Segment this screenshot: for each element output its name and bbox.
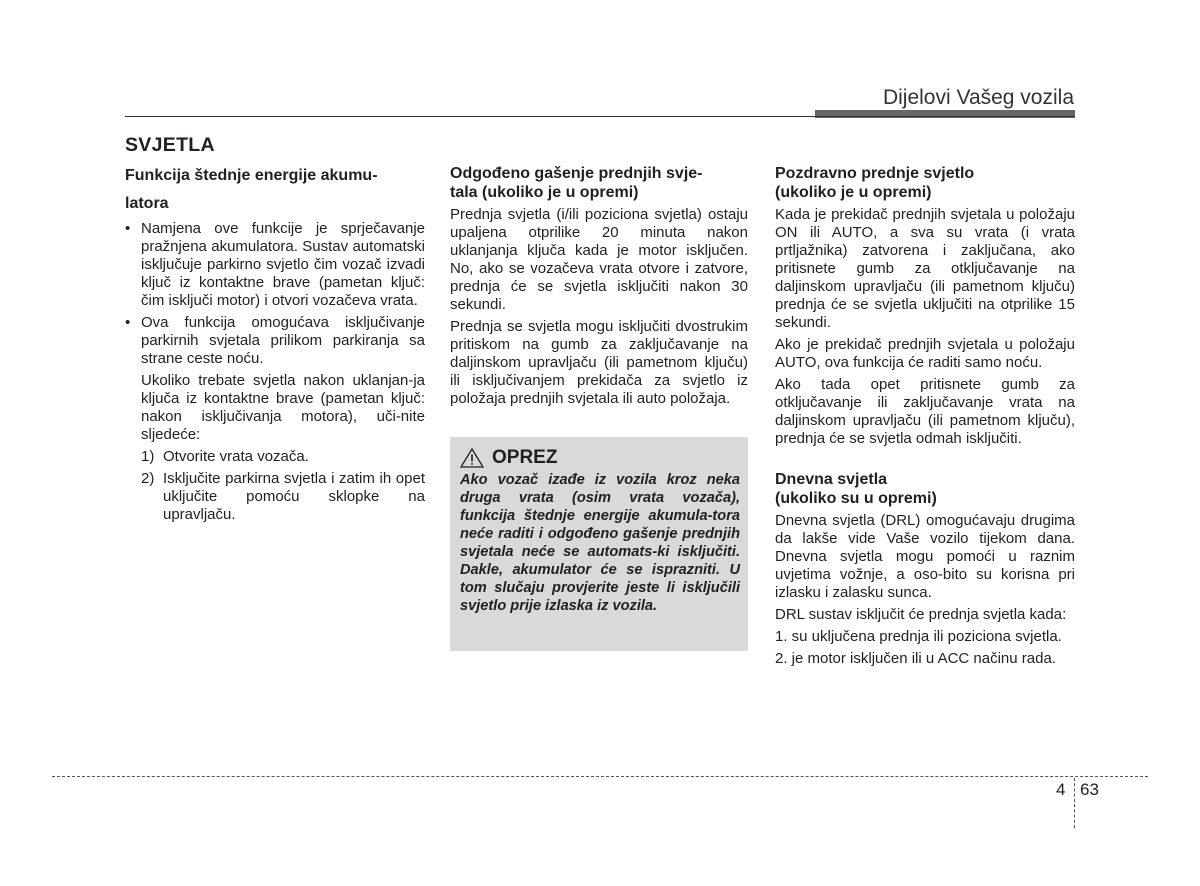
delayed-headlight-heading — [450, 164, 748, 202]
paragraph: 2. je motor isključen ili u ACC načinu rada. — [775, 650, 1056, 667]
left-column — [125, 162, 425, 528]
bullet-text: Namjena ove funkcije je sprječavanje pražnjena akumulatora. Sustav automatski isključuje parkirno svjetlo čim vozač izvadi ključ iz kontaktne brave (pametan ključ: čim isključi motor) i otvori vozačeva vrata. — [141, 220, 425, 309]
caution-text: Ako vozač izađe iz vozila kroz neka druga vrata (osim vrata vozača), funkcija štednje energije akumula-tora neće raditi i odgođeno gašenje prednjih svjetala neće se automats-ki isključiti. Dakle, akumulator će se isprazniti. U tom slučaju provjerite jeste li isključili svjetlo prije izlaska iz vozila. — [460, 472, 740, 614]
paragraph: 1. su uključena prednja ili poziciona svjetla. — [775, 628, 1062, 645]
chapter-number: 4 — [1056, 780, 1066, 799]
step-item — [125, 448, 425, 466]
step-text: Isključite parkirna svjetla i zatim ih opet uključite pomoću sklopke na upravljaču. — [163, 470, 425, 523]
warning-triangle-icon — [460, 448, 484, 468]
heading-line: (ukoliko su u opremi) — [775, 490, 937, 507]
header-rule — [125, 116, 1075, 117]
bullet-item — [125, 220, 425, 310]
bullet-icon: • — [125, 220, 131, 237]
heading-line: (ukoliko je u opremi) — [775, 184, 932, 201]
heading-line: Dnevna svjetla — [775, 471, 888, 488]
bullet-text: Ova funkcija omogućava isključivanje parkirnih svjetala prilikom parkiranja sa strane ceste noću. — [141, 314, 425, 367]
heading-line: tala (ukoliko je u opremi) — [450, 184, 639, 201]
paragraph: Ako je prekidač prednjih svjetala u položaju AUTO, ova funkcija će raditi samo noću. — [775, 336, 1075, 371]
step-text: Otvorite vrata vozača. — [163, 448, 309, 465]
step-item — [125, 470, 425, 524]
step-number: 1) — [141, 448, 155, 465]
welcome-light-heading — [775, 164, 1075, 202]
paragraph: Dnevna svjetla (DRL) omogućavaju drugima da lakše vide Vaše vozilo tijekom dana. Dnevna svjetla mogu pomoći u raznim uvjetima vožnje, a oso-bito su korisna pri izlasku i zalasku sunca. — [775, 512, 1075, 601]
paragraph: Ako tada opet pritisnete gumb za otključavanje ili zaključavanje vrata na daljinskom upravljaču (ili pametnom ključu), prednja će se svjetla odmah isključiti. — [775, 376, 1075, 447]
middle-column — [450, 164, 748, 412]
heading-line: Pozdravno prednje svjetlo — [775, 165, 975, 182]
battery-saver-heading — [125, 162, 425, 218]
heading-line: latora — [125, 195, 169, 212]
caution-box — [450, 437, 748, 651]
heading-line: Funkcija štednje energije akumu- — [125, 167, 378, 184]
paragraph: Prednja se svjetla mogu isključiti dvostrukim pritiskom na gumb za zaključavanje na daljinskom upravljaču (ili pametnom ključu) ili isključivanjem prekidača za svjetlo iz položaja prednjih svjetala ili auto položaja. — [450, 318, 748, 407]
step-number: 2) — [141, 470, 155, 487]
paragraph: Kada je prekidač prednjih svjetala u položaju ON ili AUTO, a sva su vrata (i vrata prtljažnika) zatvorena i zaključana, ako pritisnete gumb za otključavanje na daljinskom upravljaču (ili pametnom ključu) prednja će se svjetla uključiti na otprilike 15 sekundi. — [775, 206, 1075, 331]
caution-header — [460, 447, 740, 469]
running-header-title: Dijelovi Vašeg vozila — [882, 86, 1074, 109]
footer-dashed-rule — [52, 776, 1148, 777]
section-title: SVJETLA — [125, 134, 215, 156]
right-column — [775, 164, 1075, 672]
bullet-icon: • — [125, 314, 131, 331]
instruction-note: Ukoliko trebate svjetla nakon uklanjan-ja ključa iz kontaktne brave (pametan ključ: nakon isključivanja motora), uči-nite sljedeće: — [141, 372, 425, 443]
footer-dashed-divider — [1074, 778, 1075, 828]
heading-line: Odgođeno gašenje prednjih svje- — [450, 165, 703, 182]
page-number: 63 — [1080, 780, 1099, 799]
bullet-item — [125, 314, 425, 368]
paragraph: DRL sustav isključit će prednja svjetla kada: — [775, 606, 1067, 623]
paragraph: Prednja svjetla (i/ili poziciona svjetla) ostaju upaljena otprilike 20 minuta nakon uklanjanja ključa kada je motor isključen. No, ako se vozačeva vrata otvore i zatvore, prednja će se svjetla isključiti nakon 30 sekundi. — [450, 206, 748, 313]
drl-heading — [775, 470, 1075, 508]
caution-title: OPREZ — [492, 447, 558, 468]
